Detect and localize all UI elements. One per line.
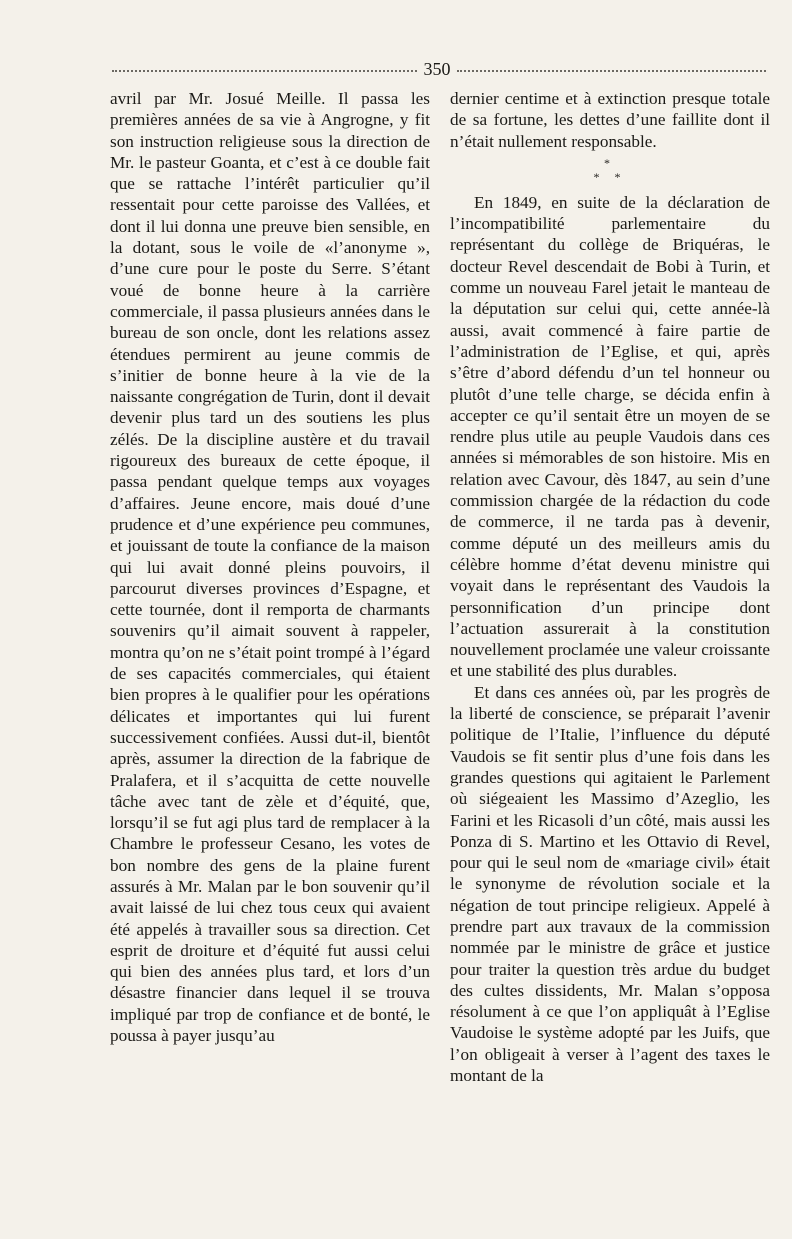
right-paragraph-1: dernier centime et à extinction presque totale de sa fortune, les dettes d’une faillite dont il n’était nullement responsable. bbox=[450, 89, 770, 151]
right-paragraph-2: En 1849, en suite de la déclaration de l’incompatibilité parlementaire du représentant du collège de Briquéras, le docteur Revel descendait de Bobi à Turin, et comme un nouveau Farel jetait le manteau de la députation sur celui qui, cette année-là aussi, avait commencé à faire partie de l’administration de l’Eglise, et qui, après s’être d’abord défendu d’un tel honneur ou plutôt d’une telle charge, se décida enfin à accepter ce qu’il sentait être un moyen de se rendre plus utile au peuple Vaudois dans ces années si mémorables de son histoire. Mis en relation avec Cavour, dès 1847, au sein d’une commission chargée de la rédaction du code de commerce, il ne tarda pas à devenir, comme député un des meilleurs amis du célèbre homme d’état devenu ministre qui voyait dans le représentant des Vaudois la personnification d’un principe dont l’actuation assurerait à la constitution nouvellement proclamée une valeur croissante et une stabilité des plus durables. bbox=[450, 192, 770, 681]
separator-star-bottom: * * bbox=[593, 169, 627, 184]
section-separator bbox=[450, 156, 770, 184]
left-paragraph: avril par Mr. Josué Meille. Il passa les premières années de sa vie à Angrogne, y fit son instruction religieuse sous la direction de Mr. le pasteur Goanta, et c’est à ce double fait que se rattache l’intérêt particulier qu’il ressentait pour cette paroisse des Vallées, et dont il lui donna une preuve bien sensible, en la dotant, sous le voile de «l’anonyme », d’une cure pour le poste du Serre. S’étant voué de bonne heure à la carrière commerciale, il passa plusieurs années dans le bureau de son oncle, dont les relations assez étendues permirent au jeune commis de s’initier de bonne heure à la vie de la naissante congrégation de Turin, dont il devait devenir plus tard un des soutiens les plus zélés. De la discipline austère et du travail rigoureux des bureaux de cette époque, il passa pendant quelque temps aux voyages d’affaires. Jeune encore, mais doué d’une prudence et d’une expérience peu communes, et jouissant de toute la confiance de la maison qui lui avait donné pleins pouvoirs, il parcourut diverses provinces d’Espagne, et cette tournée, dont il remporta de charmants souvenirs qu’il aimait souvent à rappeler, montra qu’on ne s’était point trompé à l’égard de ses capacités commerciales, qui étaient bien propres à le qualifier pour les opérations délicates et importantes qui lui furent successivement confiées. Aussi dut-il, bientôt après, assumer la direction de la fabrique de Pralafera, et il s’acquitta de cette nouvelle tâche avec tant de zèle et d’équité, que, lorsqu’il se fut agi plus tard de remplacer à la Chambre le professeur Cesano, les votes de bon nombre des gens de la plaine furent assurés à Mr. Malan par le bon souvenir qu’il avait laissé de lui chez tous ceux qui avaient été appelés à travailler sous sa direction. Cet esprit de droiture et d’équité fut aussi celui qui bien des années plus tard, et lors d’un désastre financier dans lequel il se trouva impliqué par trop de confiance et de bonté, le poussa à payer jusqu’au bbox=[110, 89, 430, 1046]
separator-star-top: * bbox=[604, 155, 616, 170]
header-rule-left bbox=[112, 70, 417, 72]
left-column bbox=[110, 88, 430, 1046]
header-rule-right bbox=[457, 70, 766, 72]
right-column bbox=[450, 88, 770, 1086]
right-paragraph-3: Et dans ces années où, par les progrès de la liberté de conscience, se préparait l’avenir politique de l’Italie, l’influence du député Vaudois se fit sentir plus d’une fois dans les grandes questions qui agitaient le Parlement où siégeaient les Massimo d’Azeglio, les Farini et les Ricasoli d’un côté, mais aussi les Ponza di S. Martino et les Ottavio di Revel, pour qui le seul nom de «mariage civil» était le synonyme de révolution sociale et la négation de tout principe religieux. Appelé à prendre part aux travaux de la commission nommée par le ministre de grâce et justice pour traiter la question très ardue du budget des cultes dissidents, Mr. Malan s’opposa résolument à ce que l’on appliquât à l’Eglise Vaudoise le système adopté par les Juifs, que l’on obligeait à verser à l’agent des taxes le montant de la bbox=[450, 682, 770, 1086]
page-header bbox=[112, 58, 766, 80]
page-number: 350 bbox=[423, 59, 451, 79]
